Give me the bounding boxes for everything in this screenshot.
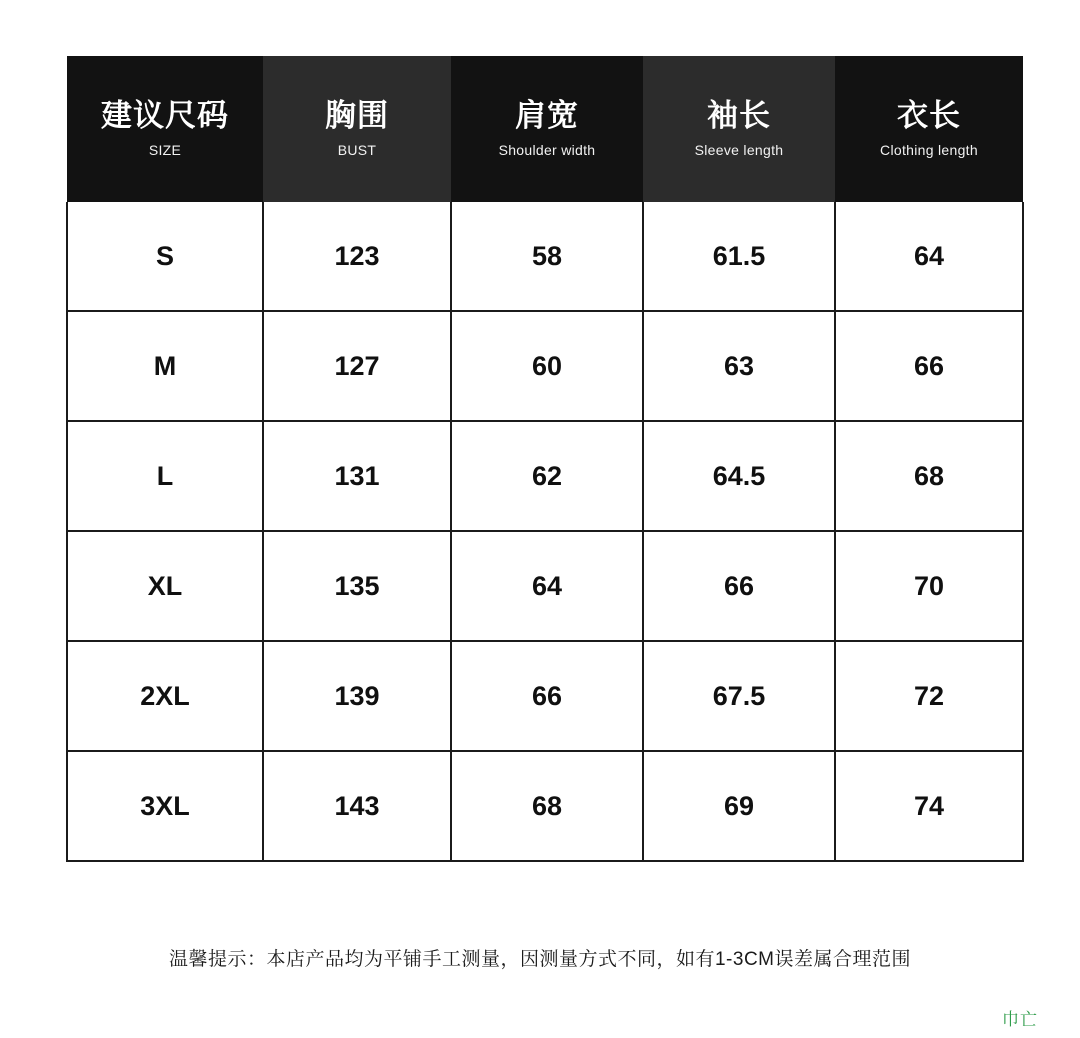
table-row <box>67 202 1023 311</box>
cell-sleeve: 69 <box>643 751 835 861</box>
cell-length: 64 <box>835 202 1023 311</box>
cell-bust: 123 <box>263 202 451 311</box>
column-header-length <box>835 56 1023 202</box>
cell-size: S <box>67 202 263 311</box>
column-header-size-en: SIZE <box>148 142 182 159</box>
column-header-size-cn: 建议尺码 <box>101 98 229 134</box>
column-header-shoulder <box>451 56 643 202</box>
cell-sleeve: 61.5 <box>643 202 835 311</box>
cell-length: 68 <box>835 421 1023 531</box>
table-row <box>67 421 1023 531</box>
cell-shoulder: 62 <box>451 421 643 531</box>
table-row <box>67 311 1023 421</box>
column-header-size <box>67 56 263 202</box>
cell-shoulder: 68 <box>451 751 643 861</box>
cell-bust: 135 <box>263 531 451 641</box>
cell-bust: 127 <box>263 311 451 421</box>
table-row <box>67 531 1023 641</box>
cell-shoulder: 58 <box>451 202 643 311</box>
table-body <box>67 202 1023 861</box>
cell-bust: 131 <box>263 421 451 531</box>
cell-sleeve: 63 <box>643 311 835 421</box>
column-header-bust <box>263 56 451 202</box>
cell-size: 3XL <box>67 751 263 861</box>
column-header-shoulder-cn: 肩宽 <box>515 98 579 134</box>
column-header-sleeve-cn: 袖长 <box>707 98 771 134</box>
column-header-bust-cn: 胸围 <box>325 98 389 134</box>
table-header <box>67 56 1023 202</box>
column-header-sleeve <box>643 56 835 202</box>
cell-size: 2XL <box>67 641 263 751</box>
measurement-note: 温馨提示：本店产品均为平铺手工测量，因测量方式不同，如有1-3CM误差属合理范围 <box>168 949 911 970</box>
cell-sleeve: 66 <box>643 531 835 641</box>
table-row <box>67 641 1023 751</box>
cell-shoulder: 64 <box>451 531 643 641</box>
column-header-bust-en: BUST <box>337 142 377 159</box>
size-chart-table <box>66 56 1024 862</box>
cell-bust: 143 <box>263 751 451 861</box>
cell-shoulder: 60 <box>451 311 643 421</box>
cell-size: M <box>67 311 263 421</box>
watermark-text: 巾亡 <box>1002 1010 1038 1029</box>
cell-shoulder: 66 <box>451 641 643 751</box>
cell-length: 66 <box>835 311 1023 421</box>
column-header-length-cn: 衣长 <box>897 98 961 134</box>
cell-sleeve: 67.5 <box>643 641 835 751</box>
cell-size: XL <box>67 531 263 641</box>
cell-length: 74 <box>835 751 1023 861</box>
cell-length: 72 <box>835 641 1023 751</box>
cell-size: L <box>67 421 263 531</box>
column-header-sleeve-en: Sleeve length <box>694 142 784 159</box>
column-header-length-en: Clothing length <box>880 142 978 159</box>
column-header-shoulder-en: Shoulder width <box>498 142 596 159</box>
cell-length: 70 <box>835 531 1023 641</box>
table-header-row <box>67 56 1023 202</box>
table-row <box>67 751 1023 861</box>
cell-bust: 139 <box>263 641 451 751</box>
cell-sleeve: 64.5 <box>643 421 835 531</box>
